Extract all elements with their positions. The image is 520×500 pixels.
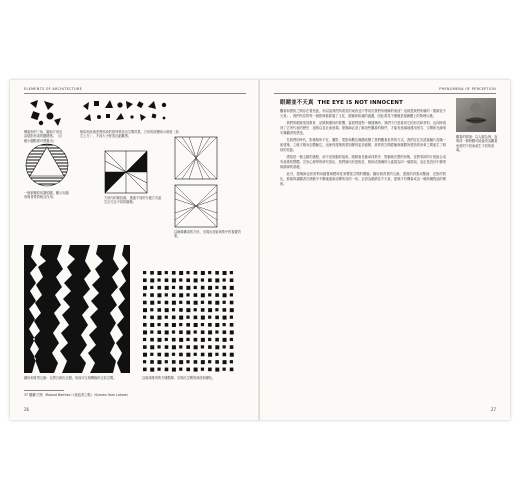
dot-grid-cell (165, 278, 169, 282)
dot-grid-cell (230, 308, 234, 312)
dot-grid-cell (223, 353, 227, 357)
dot-grid-cell (223, 345, 226, 348)
dot-grid-cell (201, 353, 205, 357)
article (280, 98, 446, 189)
dot-grid-cell (208, 271, 211, 274)
right-page (260, 80, 510, 420)
radial-square-caption: 以線條構成的方形，呈現出放射與集中的視覺效果。 (174, 230, 241, 239)
dot-grid-cell (230, 286, 234, 290)
dot-grid-cell (172, 330, 175, 333)
dot-grid-cell (186, 353, 190, 357)
dot-grid-cell (208, 345, 212, 349)
dot-grid-cell (172, 286, 175, 289)
dot-grid-cell (172, 293, 176, 297)
face-photo-caption: 觀看的情境：以人臉為例，說明同一個物體可能會因為觀看角度的不同而產生不同的意義。 (456, 135, 498, 152)
dot-grid-cell (165, 293, 168, 296)
article-paragraph-2: 我們的眼睛受到教育、記憶與期待的影響。當我們面對一棟建築時，我們不只是看到它的形式和材料，也同時看到了它所代表的歷史、風格以及社會意義。建築師必須了解這些觀看的條件，才能有意識地運用形式、空間和光線來引導觀者的感受。 (280, 120, 446, 136)
dot-grid-cell (201, 345, 204, 348)
dot-grid-cell (215, 338, 219, 342)
dot-grid-cell (165, 338, 168, 341)
dot-grid-cell (223, 301, 226, 304)
dot-grid-cell (157, 353, 161, 357)
triangle-square-caption: 方形內的條紋線，透過不同的分割方式產生出完全不同的圖像。 (104, 196, 162, 205)
radial-square-bottom-figure (174, 184, 218, 228)
dot-grid-cell (201, 271, 205, 275)
dot-grid-cell (194, 271, 198, 275)
dot-grid-cell (230, 353, 234, 357)
dot-grid-cell (150, 271, 154, 275)
dot-grid-cell (150, 286, 153, 289)
dot-grid-cell (215, 271, 219, 275)
dot-grid-cell (165, 323, 169, 327)
dot-grid-cell (215, 323, 219, 327)
dot-grid-cell (201, 301, 204, 304)
dot-grid-cell (194, 345, 198, 349)
dot-grid-cell (230, 330, 234, 334)
dot-grid-cell (150, 278, 154, 282)
dot-grid-cell (165, 360, 168, 363)
dot-grid-cell (157, 301, 160, 304)
dot-grid-cell (179, 368, 182, 371)
dot-grid-cell (223, 368, 226, 371)
dot-grid-cell (230, 338, 233, 341)
dot-grid-cell (208, 308, 212, 312)
right-page-number: 27 (490, 407, 496, 412)
dot-grid-cell (165, 353, 169, 357)
face-photo (456, 98, 496, 132)
dot-grid-cell (157, 360, 161, 364)
dot-grid-cell (165, 271, 168, 274)
dot-grid-cell (179, 271, 183, 275)
dot-grid-cell (157, 338, 161, 342)
dot-grid-caption: 以規律排列的方塊點陣，呈現出空間的深度與變化。 (142, 376, 216, 380)
dot-grid-cell (186, 271, 189, 274)
dot-grid-cell (201, 323, 204, 326)
dot-grid-cell (215, 308, 218, 311)
dot-grid-cell (230, 360, 233, 363)
dot-grid-cell (194, 323, 198, 327)
dot-grid-cell (143, 360, 146, 363)
dot-grid-cell (179, 293, 183, 297)
dot-grid-cell (143, 353, 147, 357)
footnote-rule (24, 390, 64, 391)
dot-grid-cell (150, 323, 154, 327)
dot-grid-cell (215, 330, 218, 333)
left-footnote: 37 羅蘭·巴特（Roland Barthes）·《流浪者之歌》（Scenes from Lahore） (24, 393, 131, 397)
figure-ground-caption: 圖形和背景互換：以黑白兩色交錯，形成可互相轉換的正負空間。 (24, 376, 117, 380)
dot-grid-cell (223, 316, 227, 320)
striped-circle-figure (24, 142, 70, 188)
dot-grid-cell (230, 293, 233, 296)
dot-grid-cell (165, 368, 169, 372)
dot-grid-cell (208, 330, 212, 334)
dot-grid-cell (165, 286, 169, 290)
dot-grid-cell (215, 353, 218, 356)
left-head-rule (24, 93, 246, 94)
dot-grid-cell (223, 323, 226, 326)
dot-grid-cell (230, 316, 233, 319)
dot-grid-cell (186, 360, 189, 363)
dot-grid-cell (143, 278, 147, 282)
dot-grid-cell (157, 316, 161, 320)
article-title-cn: 眼睛並不天真 (280, 100, 314, 106)
dot-grid-cell (172, 360, 176, 364)
dot-grid-cell (179, 338, 183, 342)
floating-shapes-caption: 螺旋形的三角、圓和方形及由陰影形成的體積感。（反應小圓點即可感覺出） (24, 130, 63, 143)
dot-grid-cell (172, 353, 175, 356)
dot-grid-cell (215, 278, 219, 282)
dot-grid-cell (172, 345, 176, 349)
dot-grid-cell (165, 345, 169, 349)
dot-grid-cell (194, 293, 198, 297)
dot-grid-cell (157, 271, 161, 275)
dot-grid-cell (215, 301, 219, 305)
dot-grid-cell (179, 278, 182, 281)
dot-grid-cell (179, 301, 182, 304)
dot-grid-cell (230, 278, 234, 282)
dot-grid-cell (201, 286, 205, 290)
dot-grid-cell (201, 316, 205, 320)
dot-grid-cell (143, 293, 146, 296)
dot-grid-cell (143, 301, 147, 305)
dot-grid-cell (179, 286, 183, 290)
dot-grid-cell (172, 301, 176, 305)
dot-grid-cell (215, 293, 219, 297)
dot-grid-cell (223, 330, 227, 334)
dot-grid-cell (165, 330, 169, 334)
dot-grid-cell (186, 368, 190, 372)
dot-grid-cell (186, 323, 190, 327)
scattered-shapes-caption: 相似形狀與差異形狀的排列營造出空間效果，方向的改變暗示深度（如右上方），不同大小營造出距離感。 (80, 130, 179, 139)
dot-grid-cell (194, 278, 198, 282)
dot-grid-cell (150, 330, 153, 333)
dot-grid-cell (215, 286, 218, 289)
dot-grid-cell (157, 308, 161, 312)
dot-grid-cell (223, 286, 227, 290)
dot-grid-cell (150, 353, 153, 356)
dot-grid-cell (194, 368, 198, 372)
dot-grid-cell (194, 338, 198, 342)
dot-grid-cell (143, 308, 147, 312)
scattered-shapes-figure (80, 98, 172, 124)
dot-grid-cell (223, 308, 227, 312)
dot-grid-cell (150, 301, 154, 305)
left-page-number: 26 (24, 407, 30, 412)
dot-grid-cell (165, 316, 168, 319)
dot-grid-cell (172, 323, 176, 327)
right-running-head: PHENOMENA OF PERCEPTION (439, 87, 496, 91)
dot-grid-cell (179, 360, 183, 364)
dot-grid-cell (208, 338, 211, 341)
dot-grid-cell (179, 316, 183, 320)
dot-grid-cell (179, 345, 182, 348)
dot-grid-cell (208, 360, 211, 363)
dot-grid-cell (194, 301, 198, 305)
dot-grid-cell (150, 338, 154, 342)
dot-grid-cell (186, 345, 190, 349)
dot-grid-cell (150, 316, 154, 320)
dot-grid-cell (230, 368, 234, 372)
article-title (280, 98, 446, 106)
dot-grid-cell (215, 368, 219, 372)
dot-grid-cell (157, 345, 160, 348)
left-running-head: ELEMENTS OF ARCHITECTURE (24, 87, 83, 91)
dot-grid-cell (208, 286, 212, 290)
dot-grid-cell (165, 301, 169, 305)
dot-grid-figure (142, 270, 236, 374)
dot-grid-cell (208, 353, 212, 357)
dot-grid-cell (208, 368, 212, 372)
dot-grid-cell (186, 338, 189, 341)
dot-grid-cell (186, 330, 190, 334)
dot-grid-cell (179, 330, 183, 334)
dot-grid-cell (230, 345, 234, 349)
article-paragraph-1: 觀看和感知之間存在著差距，何以說我們所看見的東西並不等同於我們所理解的東西？這就是我們所稱的「眼睛並不天真」。我們所見的每一個影像都經過了文化、經驗和知識的過濾，因此看見不僅僅是視網膜上的物理反應。 (280, 109, 446, 119)
dot-grid-cell (223, 338, 227, 342)
dot-grid-cell (201, 368, 204, 371)
dot-grid-cell (150, 345, 154, 349)
dot-grid-cell (208, 293, 211, 296)
dot-grid-cell (208, 323, 212, 327)
striped-circle-caption: 一個被條紋切割的圓，顯示出圖形與背景的相互作用。 (24, 191, 69, 200)
dot-grid-cell (201, 338, 205, 342)
dot-grid-cell (150, 360, 154, 364)
dot-grid-cell (172, 368, 176, 372)
dot-grid-cell (179, 308, 183, 312)
dot-grid-cell (172, 278, 176, 282)
dot-grid-cell (194, 286, 197, 289)
dot-grid-cell (186, 308, 190, 312)
dot-grid-cell (201, 278, 204, 281)
dot-grid-cell (179, 323, 182, 326)
dot-grid-cell (194, 308, 197, 311)
dot-grid-cell (143, 330, 147, 334)
dot-grid-cell (143, 316, 146, 319)
dot-grid-cell (172, 271, 176, 275)
dot-grid-cell (143, 286, 147, 290)
dot-grid-cell (194, 330, 197, 333)
dot-grid-cell (208, 278, 212, 282)
dot-grid-cell (215, 316, 219, 320)
dot-grid-cell (201, 330, 205, 334)
dot-grid-cell (215, 360, 219, 364)
triangle-square-figure (104, 150, 148, 194)
article-title-en: THE EYE IS NOT INNOCENT (317, 100, 403, 106)
dot-grid-cell (230, 301, 234, 305)
dot-grid-cell (186, 278, 190, 282)
dot-grid-cell (172, 316, 176, 320)
dot-grid-cell (157, 286, 161, 290)
dot-grid-cell (143, 345, 147, 349)
book-spread (10, 80, 510, 420)
dot-grid-cell (172, 308, 175, 311)
article-paragraph-4: 感知是一個主動的過程，而不是被動的接收。眼睛會自動尋找秩序、對稱與完整的形態，並將零碎的片段組合成有意義的整體。完形心理學的研究指出，我們傾向於把相近、相似或連續的元素視為同一個群組，這正是設計中節奏與韻律的基礎。 (280, 155, 446, 170)
dot-grid-cell (157, 323, 160, 326)
dot-grid-cell (186, 301, 190, 305)
dot-grid-cell (186, 316, 189, 319)
dot-grid-cell (150, 368, 154, 372)
right-head-rule (274, 93, 496, 94)
dot-grid-cell (194, 353, 197, 356)
dot-grid-cell (223, 278, 226, 281)
dot-grid-cell (215, 345, 219, 349)
dot-grid-cell (194, 316, 198, 320)
dot-grid-cell (143, 368, 147, 372)
article-paragraph-5: 此外，建築師也常常利用錯覺與曖昧性來豐富空間的體驗。圖形與背景的互換、透視的誇張或壓縮、光影的對比，都能夠讓觀者在移動中不斷地重新詮釋所見的一切。正因為眼睛並不天真，建築才有機會成為一種持續對話的藝術。 (280, 172, 446, 187)
dot-grid-cell (230, 271, 233, 274)
dot-grid-cell (230, 323, 234, 327)
dot-grid-cell (201, 293, 205, 297)
dot-grid-cell (208, 316, 211, 319)
article-paragraph-3: 在我們的時代，影像無所不在，攝影、電影與數位媒體改變了我們觀看世界的方式。我們往往先透過圖片認識一座建築，之後才親身去體驗它。這使得建築的感知變得更加複雜，真實的空間經驗與媒體所塑造的形象之間產生了微妙的差距。 (280, 137, 446, 153)
dot-grid-cell (157, 278, 160, 281)
dot-grid-cell (223, 293, 227, 297)
floating-shapes-figure (24, 98, 64, 128)
dot-grid-cell (157, 293, 161, 297)
dot-grid-cell (172, 338, 176, 342)
figure-ground-panel (24, 245, 130, 373)
dot-grid-cell (223, 271, 227, 275)
dot-grid-cell (143, 271, 146, 274)
dot-grid-cell (157, 368, 160, 371)
dot-grid-cell (194, 360, 198, 364)
dot-grid-cell (150, 293, 154, 297)
dot-grid-cell (208, 301, 212, 305)
dot-grid-cell (143, 338, 146, 341)
dot-grid-cell (157, 330, 161, 334)
dot-grid-cell (179, 353, 183, 357)
dot-grid-cell (223, 360, 227, 364)
dot-grid-cell (186, 293, 189, 296)
radial-square-top-figure (174, 136, 218, 180)
dot-grid-cell (150, 308, 153, 311)
dot-grid-cell (143, 323, 147, 327)
dot-grid-cell (165, 308, 169, 312)
dot-grid-cell (186, 286, 190, 290)
dot-grid-cell (201, 360, 205, 364)
dot-grid-cell (201, 308, 205, 312)
left-page (10, 80, 260, 420)
